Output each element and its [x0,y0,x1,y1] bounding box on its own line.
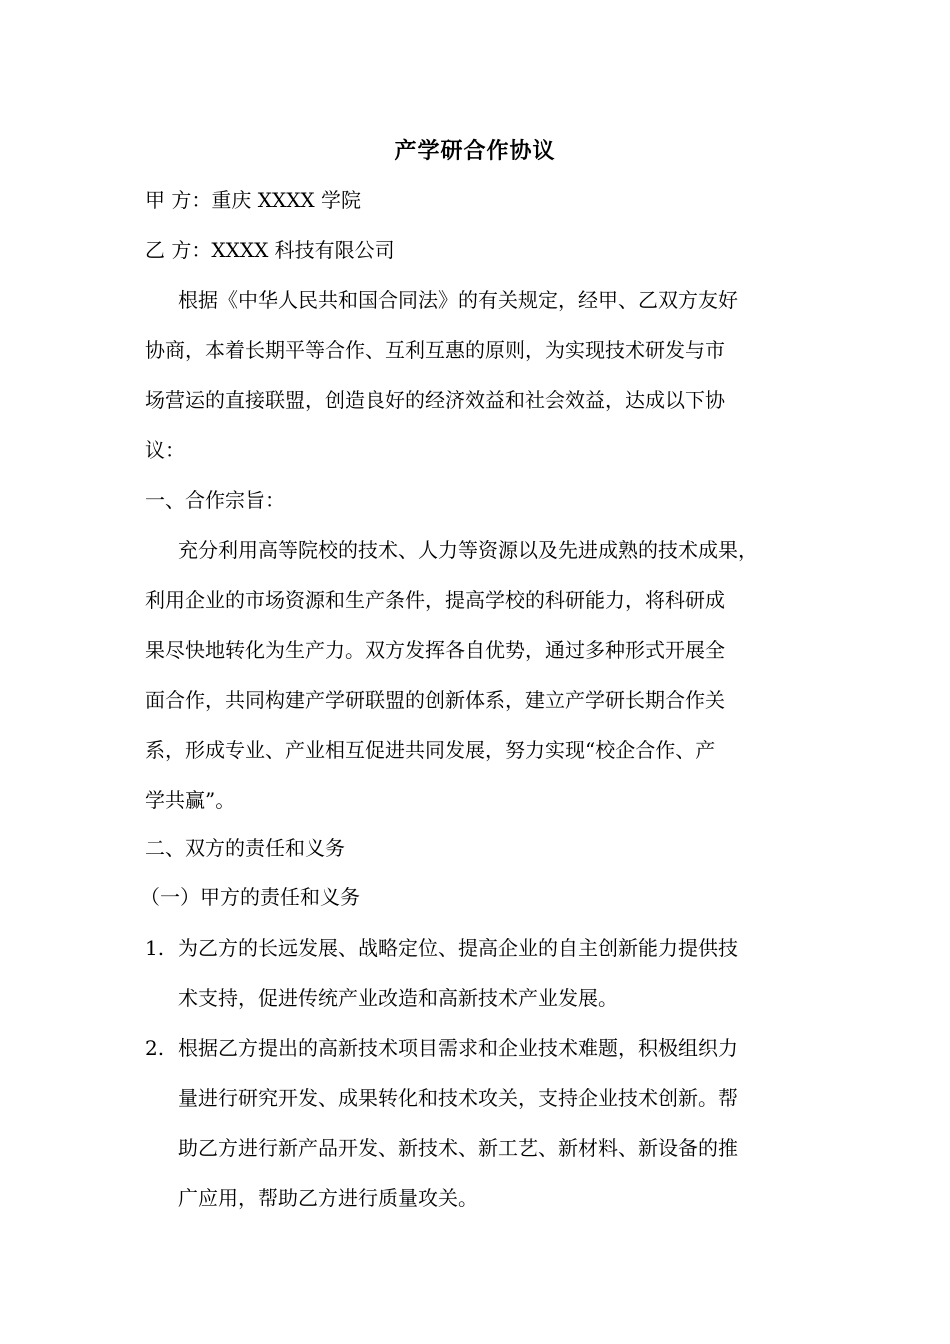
section-body-line: 利用企业的市场资源和生产条件，提高学校的科研能力，将科研成 [145,588,725,612]
subsection-heading: （一）甲方的责任和义务 [140,885,360,909]
list-item-line: 广应用，帮助乙方进行质量攻关。 [178,1186,478,1210]
document-title: 产学研合作协议 [394,138,556,164]
list-item-line: 助乙方进行新产品开发、新技术、新工艺、新材料、新设备的推 [178,1136,738,1160]
list-item-line: 术支持，促进传统产业改造和高新技术产业发展。 [178,986,618,1010]
intro-line: 根据《中华人民共和国合同法》的有关规定，经甲、乙双方友好 [178,288,738,312]
list-item-line: 量进行研究开发、成果转化和技术攻关，支持企业技术创新。帮 [178,1086,738,1110]
party-a: 甲 方：重庆 XXXX 学院 [145,188,362,212]
section-body-line: 充分利用高等院校的技术、人力等资源以及先进成熟的技术成果， [178,538,758,562]
section-body-line: 果尽快地转化为生产力。双方发挥各自优势，通过多种形式开展全 [145,638,725,662]
section-heading: 一、合作宗旨： [145,488,285,512]
section-body-line: 系，形成专业、产业相互促进共同发展，努力实现“校企合作、产 [145,738,716,762]
list-item-number: 2. [145,1036,165,1060]
intro-line: 场营运的直接联盟，创造良好的经济效益和社会效益，达成以下协 [145,388,725,412]
party-b: 乙 方：XXXX 科技有限公司 [145,238,395,262]
list-item-line: 根据乙方提出的高新技术项目需求和企业技术难题，积极组织力 [178,1036,738,1060]
intro-line: 议： [145,438,185,462]
list-item-number: 1. [145,936,165,960]
section-heading: 二、双方的责任和义务 [145,836,345,860]
list-item-line: 为乙方的长远发展、战略定位、提高企业的自主创新能力提供技 [178,936,738,960]
intro-line: 协商，本着长期平等合作、互利互惠的原则，为实现技术研发与市 [145,338,725,362]
section-body-line: 学共赢”。 [145,788,236,812]
section-body-line: 面合作，共同构建产学研联盟的创新体系，建立产学研长期合作关 [145,688,725,712]
